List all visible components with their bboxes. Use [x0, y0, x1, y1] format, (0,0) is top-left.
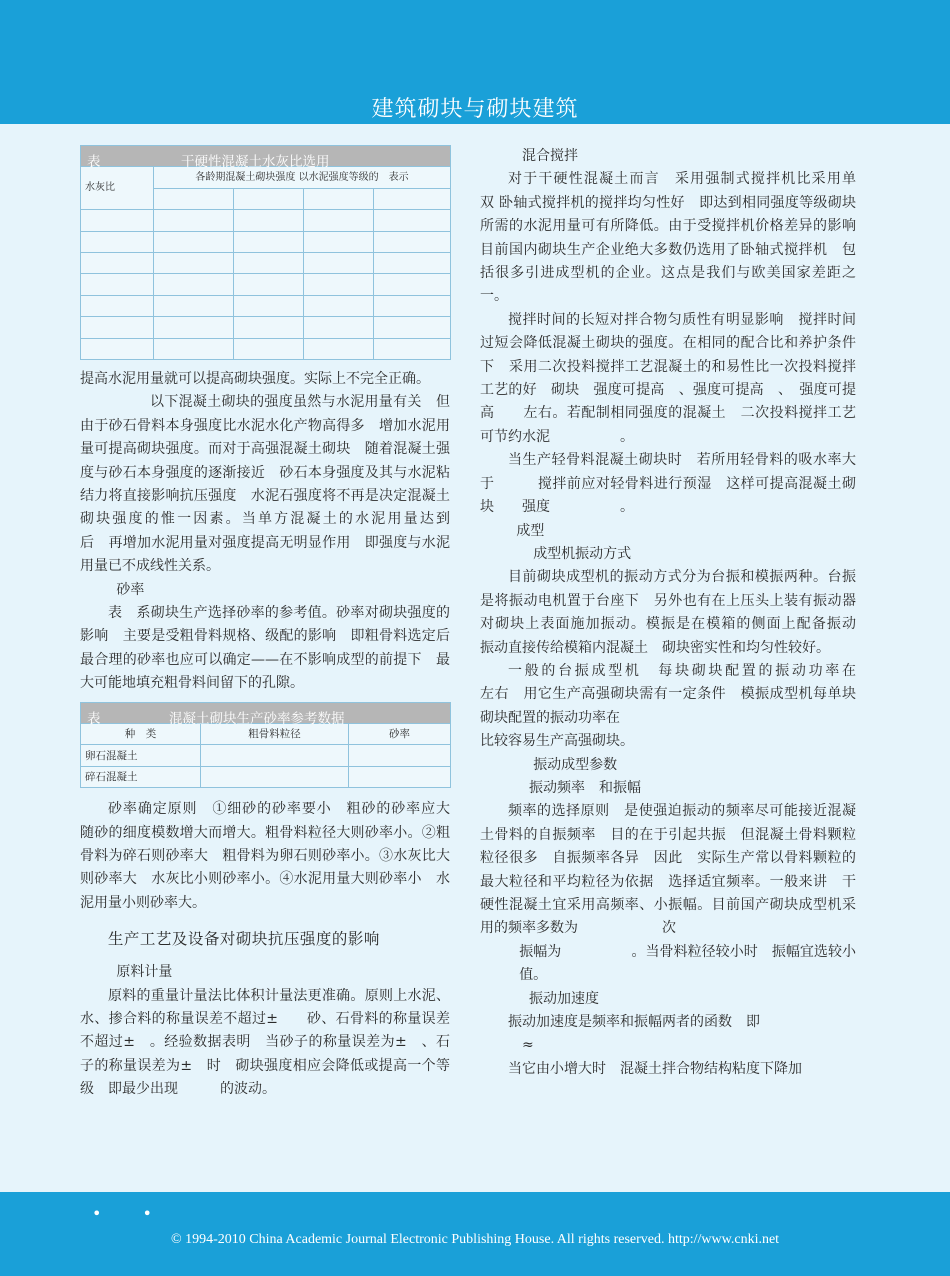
- table1-label: 表: [87, 154, 101, 171]
- paragraph: 当它由小增大时 混凝土拌合物结构粘度下降加: [508, 1060, 802, 1077]
- table1-caption: [81, 146, 451, 171]
- paragraph: 频率的选择原则 是使强迫振动的频率尽可能接近混凝土骨料的自振频率 目的在于引起共振 但混凝土骨料颗粒粒径很多 自振频率各异 因此 实际生产常以骨料颗粒的最大粒径和平均粒径为依据 选择适宜频率。一般来讲 干硬性混凝土宜采用高频率、小振幅。目前国产砌块成型机采用的频率多数为 次: [480, 803, 856, 937]
- formula: ≈: [522, 1037, 534, 1054]
- paragraph: 振幅为 。当骨料粒径较小时 振幅宜选较小值。: [519, 943, 856, 984]
- table-cell: [154, 188, 234, 209]
- paragraph: 表 系砌块生产选择砂率的参考值。砂率对砌块强度的影响 主要是受粗骨料规格、级配的影响 即粗骨料选定后 最合理的砂率也应可以确定——在不影响成型的前提下 最大可能地填充粗骨料间留下的孔隙。: [80, 604, 464, 692]
- table1-title: 干硬性混凝土水灰比选用: [181, 154, 330, 171]
- table-row: [81, 317, 451, 338]
- table-row: [81, 274, 451, 295]
- paragraph: 一般的台振成型机 每块砌块配置的振动功率在 左右 用它生产高强砌块需有一定条件 模振成型机每单块砌块配置的振动功率在: [480, 662, 912, 726]
- paragraph: 原料的重量计量法比体积计量法更准确。原则上水泥、水、掺合料的称量误差不超过± 砂、石骨料的称量误差不超过± 。经验数据表明 当砂子的称量误差为± 、石子的称量误差为± 时 砌块强度相应会降低或提高一个等级 即最少出现 的波动。: [80, 987, 450, 1098]
- table-row: [81, 295, 451, 316]
- left-column: [80, 145, 492, 1102]
- paragraph: 当生产轻骨料混凝土砌块时 若所用轻骨料的吸水率大于 搅拌前应对轻骨料进行预湿 这样可提高混凝土砌块 强度 。: [480, 452, 856, 516]
- table-row: [81, 231, 451, 252]
- heading-frequency-amplitude: 振动频率 和振幅: [529, 779, 641, 796]
- heading-material-metering: 原料计量: [116, 964, 173, 981]
- paragraph: 砂率确定原则 ①细砂的砂率要小 粗砂的砂率应大 随砂的细度模数增大而增大。粗骨料粒径大则砂率小。②粗骨料为碎石则砂率大 粗骨料为卵石则砂率小。③水灰比大则砂率大 水灰比小则砂率小。④水泥用量大则砂率小 水泥用量小则砂率大。: [80, 801, 464, 911]
- table-row: [81, 338, 451, 359]
- page-number-dots: • •: [92, 1204, 170, 1223]
- table2-row-pebble: 卵石混凝土: [81, 745, 201, 766]
- section-heading: 生产工艺及设备对砌块抗压强度的影响: [107, 930, 380, 949]
- table2-header-ratio: 砂率: [349, 723, 451, 744]
- paragraph: 搅拌时间的长短对拌合物匀质性有明显影响 搅拌时间过短会降低混凝土砌块的强度。在相同的配合比和养护条件下 采用二次投料搅拌工艺混凝土的和易性比一次投料搅拌工艺的好 砌块 强度可提高 、强度可提高 、 强度可提高 左右。若配制相同强度的混凝土 二次投料搅拌工艺可节约水泥 。: [480, 311, 856, 445]
- right-column: [480, 145, 912, 1081]
- heading-acceleration: 振动加速度: [529, 990, 599, 1007]
- table2-header-size: 粗骨料粒径: [201, 723, 349, 744]
- heading-vibration-params: 振动成型参数: [533, 756, 618, 773]
- table-cell: [234, 188, 304, 209]
- paragraph: 比较容易生产高强砌块。: [480, 733, 634, 750]
- table1-group-header: 各龄期混凝土砌块强度 以水泥强度等级的 表示: [154, 167, 451, 188]
- table-row: [81, 252, 451, 273]
- table-cell: [304, 188, 374, 209]
- paragraph: 振动加速度是频率和振幅两者的函数 即: [508, 1014, 760, 1031]
- copyright-notice: © 1994-2010 China Academic Journal Electronic Publishing House. All rights reserved. http://www.cnki.net: [170, 1232, 780, 1247]
- table-water-cement-ratio: [80, 145, 451, 360]
- journal-title: 建筑砌块与砌块建筑: [371, 97, 579, 122]
- heading-forming: 成型: [516, 522, 545, 539]
- paragraph: 对于干硬性混凝土而言 采用强制式搅拌机比采用单 双 卧轴式搅拌机的搅拌均匀性好 即达到相同强度等级砌块所需的水泥用量可有所降低。由于受搅拌机价格差异的影响 目前国内砌块生产企业绝大多数仍选用了卧轴式搅拌机 包括很多引进成型机的企业。这点是我们与欧美国家差距之一。: [480, 171, 870, 305]
- table2-row-crushed: 碎石混凝土: [81, 766, 201, 787]
- table-sand-ratio: [80, 702, 451, 789]
- table-cell: [374, 188, 451, 209]
- table1-row-header: 水灰比: [81, 167, 154, 210]
- table-row: [81, 766, 451, 787]
- heading-sand-ratio: 砂率: [116, 581, 145, 598]
- table-row: [81, 210, 451, 231]
- table2-label: 表: [87, 710, 101, 727]
- table2-title: 混凝土砌块生产砂率参考数据: [169, 710, 345, 727]
- heading-vibration-mode: 成型机振动方式: [533, 545, 632, 562]
- heading-mixing: 混合搅拌: [522, 148, 578, 164]
- paragraph: 提高水泥用量就可以提高砌块强度。实际上不完全正确。: [80, 370, 430, 387]
- table2-caption: [81, 702, 451, 727]
- paragraph: 以下混凝土砌块的强度虽然与水泥用量有关 但由于砂石骨料本身强度比水泥水化产物高得多 增加水泥用量可提高砌块强度。而对于高强混凝土砌块 随着混凝土强度与砂石本身强度的逐渐接近 砂石本身强度及其与水泥粘结力将直接影响抗压强度 水泥石强度将不再是决定混凝土砌块强度的惟一因素。当单方混凝土的水泥用量达到 后 再增加水泥用量对强度提高无明显作用 即强度与水泥用量已不成线性关系。: [80, 394, 492, 575]
- paragraph: 目前砌块成型机的振动方式分为台振和模振两种。台振是将振动电机置于台座下 另外也有在上压头上装有振动器 对砌块上表面施加振动。模振是在模箱的侧面上配备振动 振动直接传给模箱内混凝土 砌块密实性和均匀性较好。: [480, 569, 870, 656]
- table-row: [81, 745, 451, 766]
- table2-header-type: 种 类: [81, 723, 201, 744]
